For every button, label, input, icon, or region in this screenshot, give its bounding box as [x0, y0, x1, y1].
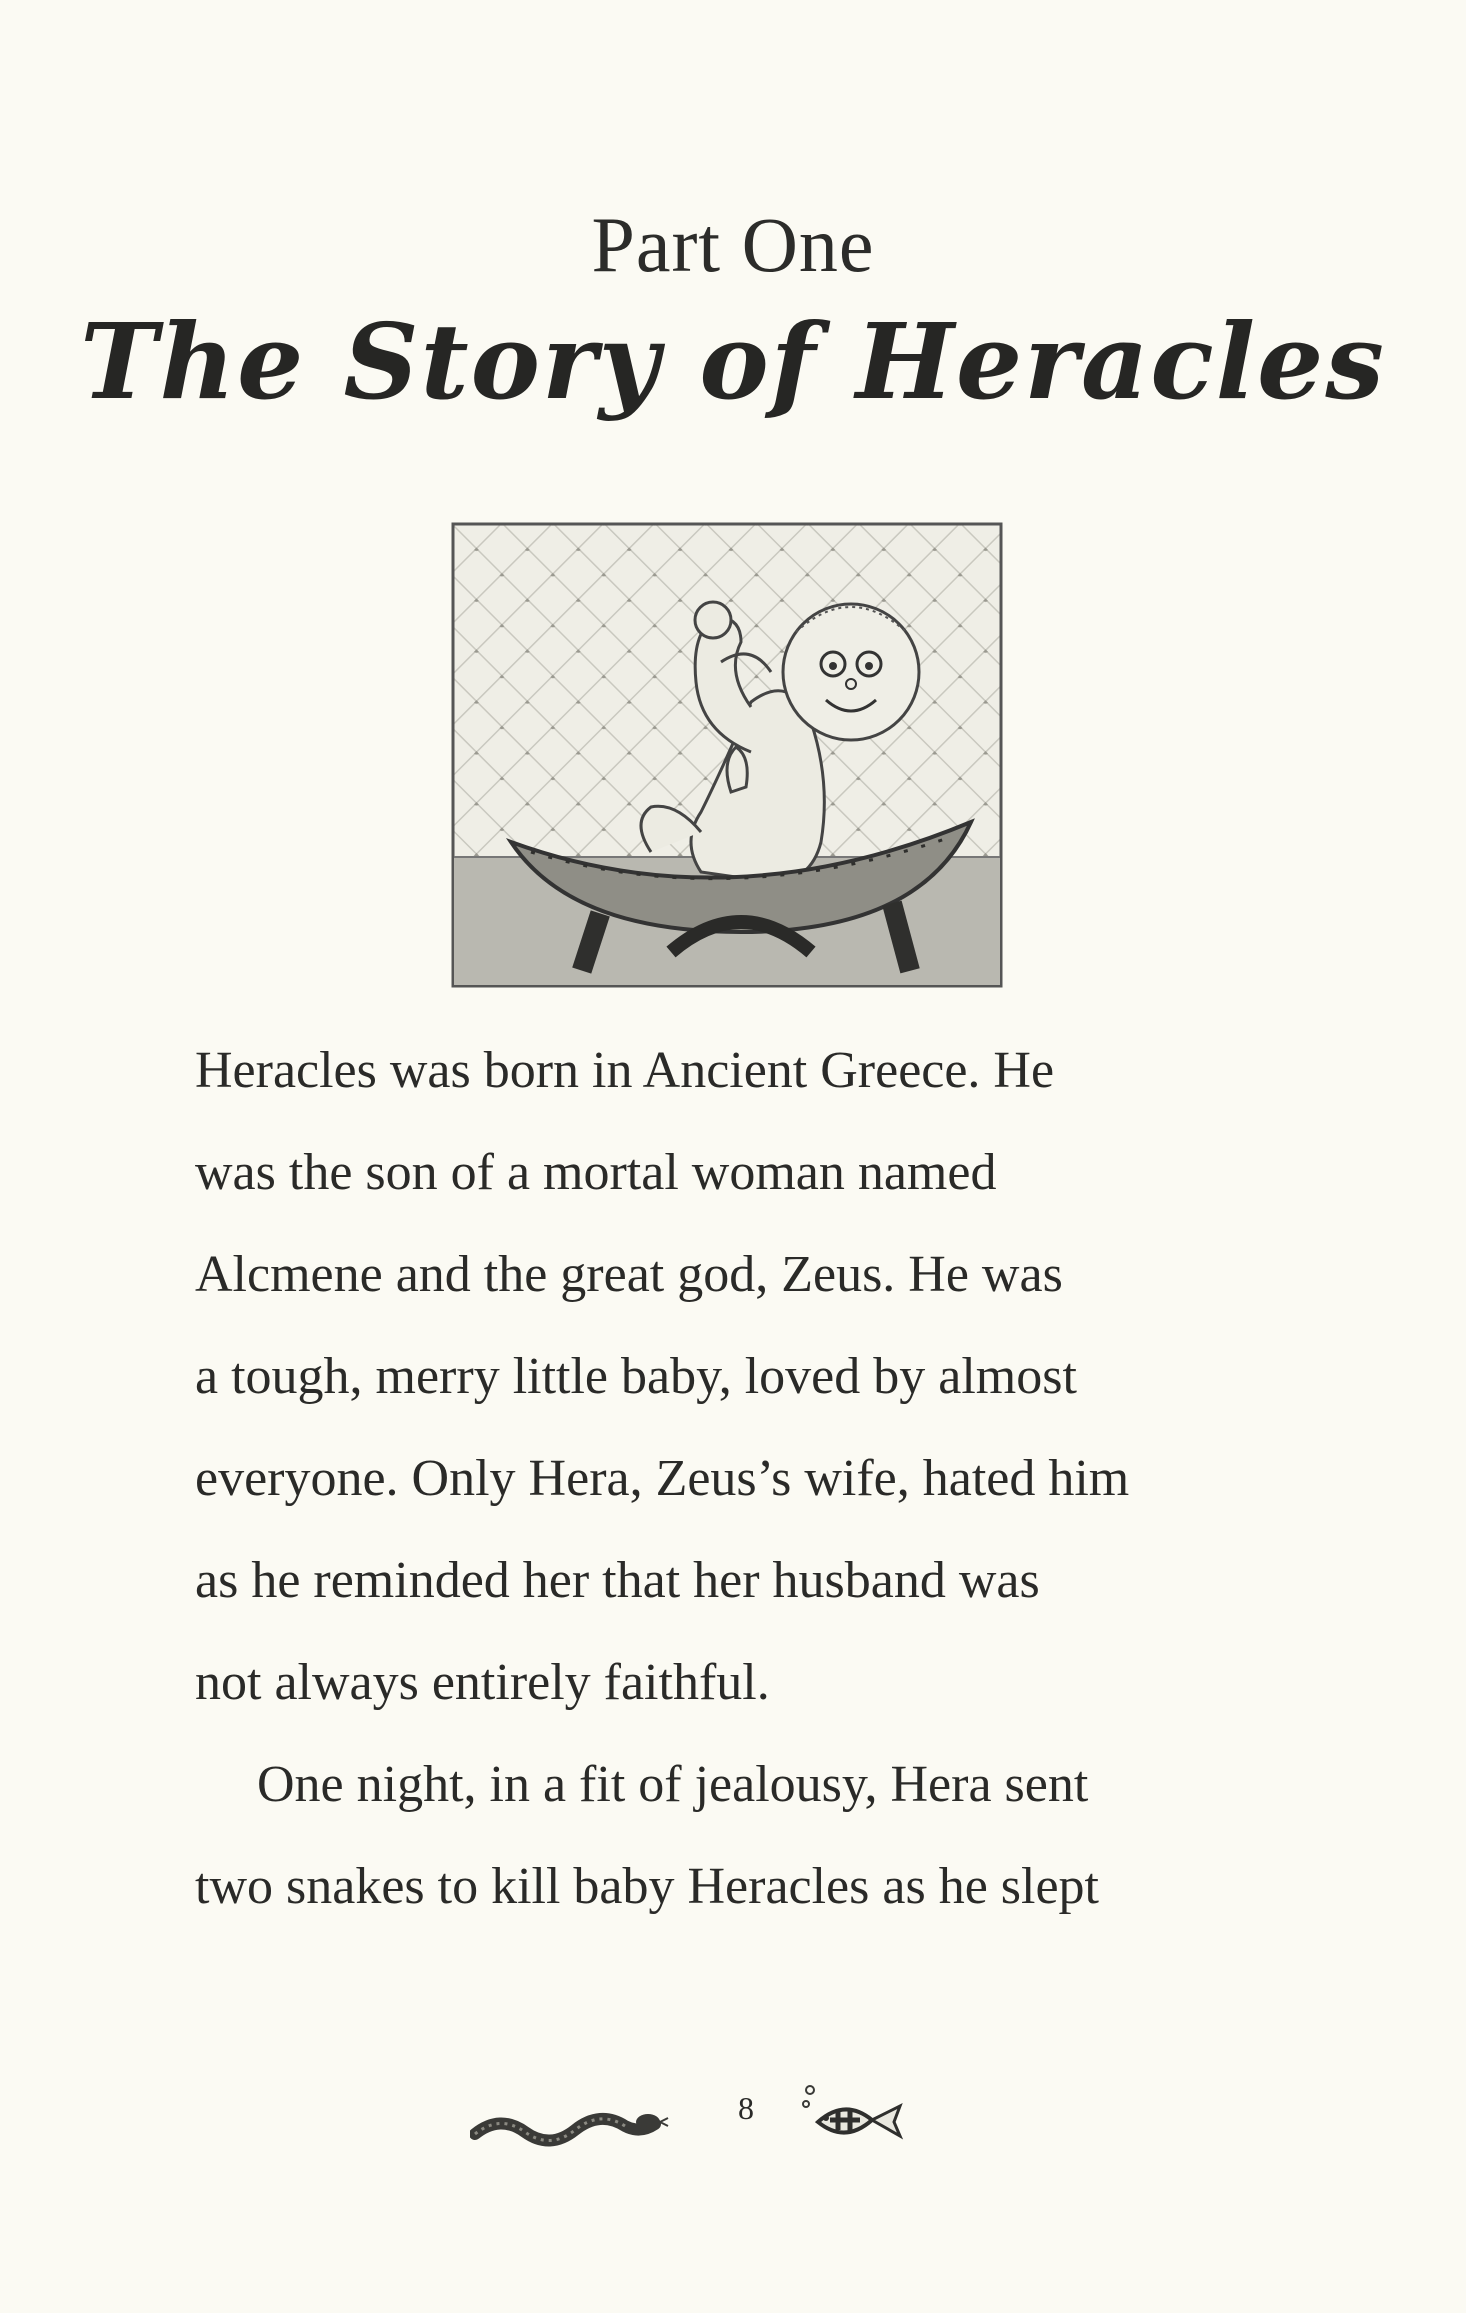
story-title: The Story of Heracles — [80, 300, 1386, 423]
text-line: not always entirely faithful. — [195, 1654, 770, 1711]
text-line: One night, in a fit of jealousy, Hera sent — [257, 1756, 1089, 1813]
story-body-text — [195, 1020, 1295, 1938]
text-line: Alcmene and the great god, Zeus. He was — [195, 1246, 1063, 1303]
baby-heracles-illustration — [451, 522, 1003, 988]
page-footer — [0, 2080, 1466, 2170]
paragraph — [195, 1020, 1295, 1734]
text-line: Heracles was born in Ancient Greece. He — [195, 1042, 1055, 1099]
part-heading: Part One — [591, 201, 875, 288]
text-line: a tough, merry little baby, loved by almost — [195, 1348, 1077, 1405]
snake-icon — [470, 2094, 670, 2159]
text-line: everyone. Only Hera, Zeus’s wife, hated him — [195, 1450, 1130, 1507]
text-line: was the son of a mortal woman named — [195, 1144, 997, 1201]
page-number: 8 — [738, 2090, 754, 2126]
text-line: two snakes to kill baby Heracles as he slept — [195, 1858, 1099, 1915]
paragraph — [195, 1734, 1295, 1938]
fish-icon — [800, 2080, 910, 2165]
text-line: as he reminded her that her husband was — [195, 1552, 1040, 1609]
